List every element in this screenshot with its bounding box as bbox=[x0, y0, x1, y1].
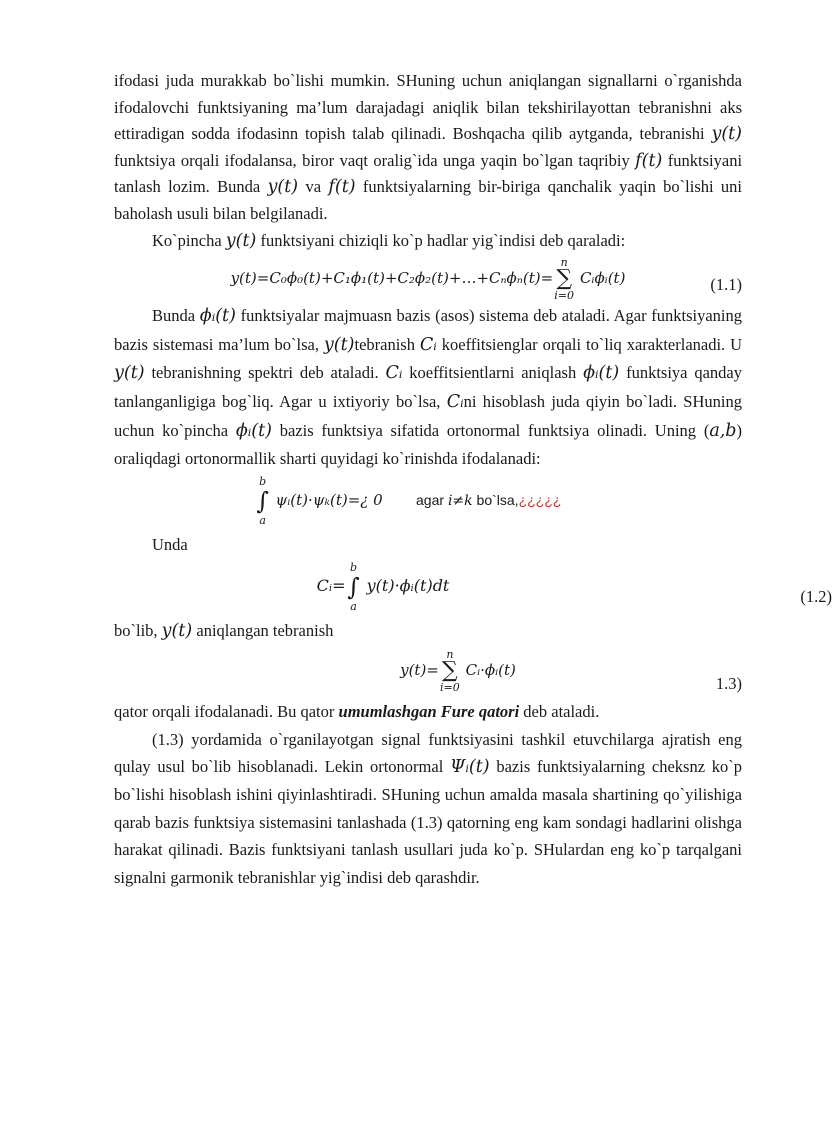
math-inline: y(t) bbox=[711, 124, 743, 145]
math-inline: y(t) bbox=[114, 363, 145, 384]
math-inline: ϕᵢ(t) bbox=[583, 363, 620, 384]
text: Bunda bbox=[152, 306, 196, 326]
equation-rhs: Cᵢϕᵢ(t) bbox=[579, 269, 626, 288]
math-inline: Cᵢ bbox=[446, 391, 464, 412]
sum-upper-limit: n bbox=[446, 647, 454, 661]
integral-upper-limit: b bbox=[349, 560, 358, 574]
document-page bbox=[114, 68, 832, 891]
text: funktsiyalarning bir-biriga qanchalik yaqin bo`lishi uni baholash usuli bilan belgilanadi. bbox=[114, 177, 743, 223]
emphasis-term: umumlashgan Fure qatori bbox=[338, 701, 520, 721]
integral-lower-limit: a bbox=[259, 513, 266, 527]
text: aniqlangan tebranish bbox=[196, 621, 334, 641]
sum-upper-limit: n bbox=[560, 256, 568, 270]
paragraph-decomposition bbox=[114, 726, 742, 891]
text: va bbox=[305, 177, 322, 197]
sum-symbol: n ∑ i=0 bbox=[553, 269, 575, 289]
paragraph-intro bbox=[114, 68, 742, 228]
equation-1-1 bbox=[114, 258, 742, 302]
equation-orthonormality bbox=[74, 474, 742, 530]
text: deb ataladi. bbox=[523, 701, 600, 721]
equation-number: (1.1) bbox=[710, 275, 742, 295]
text: funktsiyani tanlash lozim. Bunda bbox=[114, 150, 743, 197]
text: tebranish bbox=[354, 334, 415, 354]
paragraph-unda bbox=[114, 532, 742, 559]
sum-lower-limit: i=0 bbox=[554, 289, 575, 303]
math-inline: Ψᵢ(t) bbox=[450, 756, 490, 777]
integral-symbol: b ∫ a bbox=[256, 474, 269, 527]
math-inline: y(t) bbox=[323, 334, 355, 355]
paragraph-basis bbox=[114, 302, 742, 474]
math-inline: ϕᵢ(t) bbox=[199, 306, 236, 327]
text: funktsiya qanday tanlanganligiga bog`liq. Agar u ixtiyoriy bo`lsa, bbox=[114, 363, 743, 411]
paragraph-fourier bbox=[114, 699, 742, 726]
placeholder-glyphs: ¿¿¿¿¿ bbox=[518, 491, 562, 508]
text: bo`lib, bbox=[114, 621, 158, 641]
text: Ko`pincha bbox=[152, 230, 222, 250]
text: funktsiyalar majmuasn bazis (asos) sistema deb ataladi. Agar funktsiyaning bazis sistemasi ma’lum bo`lsa, bbox=[114, 306, 743, 354]
integral-upper-limit: b bbox=[259, 474, 267, 488]
text: tebranishning spektri deb ataladi. bbox=[151, 363, 379, 383]
text: bazis funktsiya sifatida ortonormal funktsiya olinadi. Uning ( bbox=[279, 420, 710, 440]
text: qator orqali ifodalanadi. Bu qator bbox=[114, 701, 335, 721]
equation-body: y(t)·ϕᵢ(t)dt bbox=[366, 576, 450, 596]
equation-lhs: y(t)=C₀ϕ₀(t)+C₁ϕ₁(t)+C₂ϕ₂(t)+…+Cₙϕₙ(t)= bbox=[230, 269, 554, 288]
math-inline: f(t) bbox=[635, 150, 663, 171]
paragraph-series bbox=[114, 228, 742, 255]
math-inline: Cᵢ bbox=[385, 363, 403, 384]
math-inline: y(t) bbox=[161, 621, 193, 642]
sum-lower-limit: i=0 bbox=[440, 680, 460, 694]
equation-number: 1.3) bbox=[715, 673, 742, 693]
math-inline: a,b bbox=[709, 420, 737, 441]
equation-lhs: Cᵢ= bbox=[316, 576, 346, 596]
math-inline: y(t) bbox=[225, 230, 257, 251]
text: bazis funktsiyalarning cheksnz ko`p bo`lishi hisoblash ishini qiyinlashtiradi. SHuning uchun amalda masala shartining qo`yilishiga qarab bazis funktsiya sistemasini tanlashada (1.3) qatorning eng kam sondagi hadlarini olishga harakat qilinadi. Bazis funktsiyani tanlash usullari juda ko`p. SHulardan eng ko`p tarqalgani signalni garmonik tebranishlar yig`indisi deb qarashdir. bbox=[114, 756, 743, 887]
text: koeffitsientlarni aniqlash bbox=[409, 363, 577, 383]
integral-symbol: b ∫ a bbox=[347, 560, 360, 613]
equation-number: (1.2) bbox=[800, 587, 832, 607]
text: koeffitsienglar orqali to`liq xarakterlanadi. U bbox=[441, 334, 743, 354]
math-inline: f(t) bbox=[328, 177, 356, 198]
integral-lower-limit: a bbox=[350, 599, 357, 613]
equation-lhs: y(t)= bbox=[400, 660, 439, 679]
text: bo`lsa, bbox=[476, 491, 519, 508]
equation-body: ψᵢ(t)·ψₖ(t)=¿ 0 bbox=[275, 490, 383, 509]
equation-1-3 bbox=[174, 645, 742, 699]
math-inline: Cᵢ bbox=[419, 334, 437, 355]
text: (1.3) yordamida o`rganilayotgan signal funktsiyasini tashkil etuvchilarga ajratish eng qulay usul bo`lib hisoblanadi. Lekin ortonormal bbox=[114, 729, 742, 776]
text: ifodasi juda murakkab bo`lishi mumkin. SHuning uchun aniqlangan signallarni o`rganishda ifodalovchi funktsiyaning ma’lum darajadagi aniqlik bilan tekshirilayottan tebranishni aks ettiradigan sodda ifodasinn topish talab qilinadi. Boshqacha qilib aytganda, tebranishi bbox=[114, 71, 742, 144]
equation-condition bbox=[416, 492, 561, 508]
math-inline: i≠k bbox=[447, 492, 473, 509]
text: Unda bbox=[152, 534, 188, 554]
text: funktsiyani chiziqli ko`p hadlar yig`indisi deb qaraladi: bbox=[260, 230, 626, 250]
text: ni hisoblash juda qiyin bo`ladi. SHuning uchun ko`pincha bbox=[114, 391, 742, 440]
text: agar bbox=[416, 491, 445, 508]
text: funktsiya orqali ifodalansa, biror vaqt oralig`ida unga yaqin bo`lgan taqribiy bbox=[114, 150, 630, 170]
paragraph-bolib bbox=[114, 618, 742, 645]
math-inline: ϕᵢ(t) bbox=[235, 420, 272, 441]
sum-symbol: n ∑ i=0 bbox=[439, 661, 461, 681]
equation-rhs: Cᵢ·ϕᵢ(t) bbox=[465, 660, 516, 679]
math-inline: y(t) bbox=[267, 177, 299, 198]
equation-1-2 bbox=[24, 558, 832, 618]
text: ) oraliqdagi ortonormallik sharti quyidagi ko`rinishda ifodalanadi: bbox=[114, 420, 743, 469]
